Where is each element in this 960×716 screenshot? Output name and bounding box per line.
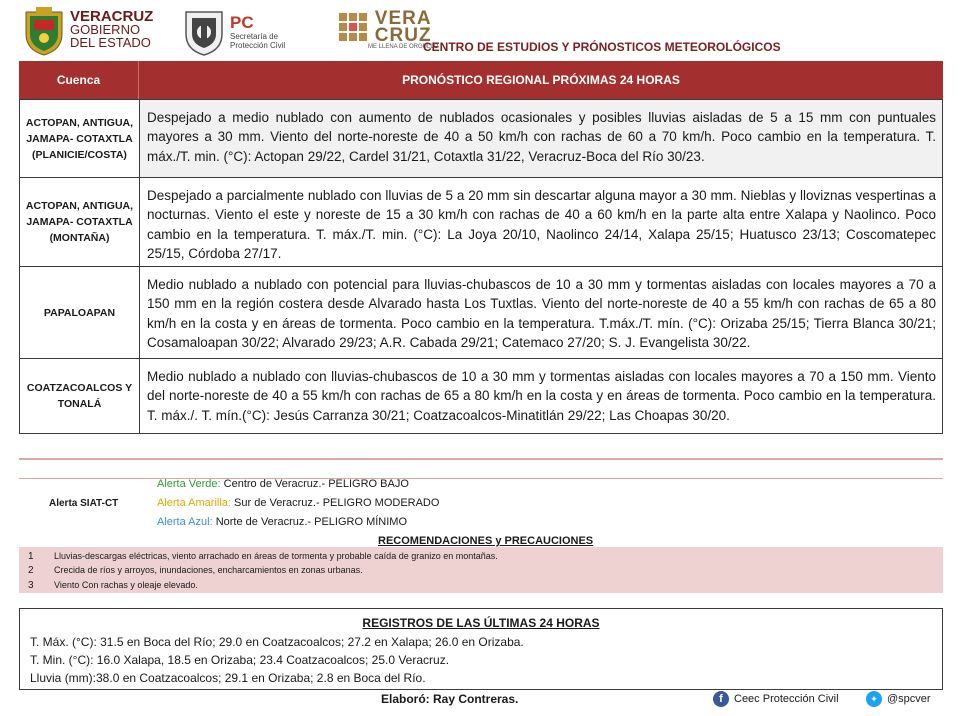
alert-text: Norte de Veracruz.- PELIGRO MÍNIMO [212,516,408,528]
alert-level: Alerta Azul: [157,516,213,528]
author-credit: Elaboró: Ray Contreras. [381,692,519,706]
facebook-handle: Ceec Protección Civil [734,693,839,705]
proteccion-civil-wordmark: PC Secretaría de Protección Civil [230,13,286,50]
alert-label: Alerta SIAT-CT [49,498,119,509]
forecast-cell: Despejado a parcialmente nublado con lluvias de 5 a 20 mm sin descartar alguna mayor a 30 mm. Nieblas y lloviznas vespertinas a nocturnas. Viento el este y noreste de 15 a 30 km/h con rachas de 40 a 60 km/h en la parte alta entre Xalapa y Naolinco. Poco cambio en la temperatura. T. máx./T. min. (°C): La Joya 20/10, Naolinco 24/14, Xalapa 25/15; Huatusco 23/13; Coscomatepec 25/15, Córdoba 27/17. [147,188,936,262]
table-row [19,267,943,359]
facebook-icon: f [713,691,729,707]
alert-level: Alerta Amarilla: [157,497,231,509]
alert-text: Sur de Veracruz.- PELIGRO MODERADO [230,497,440,509]
forecast-table-header [19,61,943,99]
item-text: Crecida de ríos y arroyos, inundaciones, encharcamientos en zonas urbanas. [54,565,363,575]
forecast-cell: Despejado a medio nublado con aumento de nublados ocasionales y posibles lluvias aisladas de 5 a 15 mm con puntuales mayores a 30 mm. Viento del norte-noreste de 40 a 50 km/h con rachas de 60 a 70 km/h. Poco cambio en la temperatura. T. máx./T. min. (°C): Actopan 29/22, Cardel 31/21, Cotaxtla 31/22, Veracruz-Boca del Río 30/23. [140,100,942,177]
item-text: Lluvias-descargas eléctricas, viento arrachado en áreas de tormenta y probable caída de granizo en montañas. [54,551,498,561]
records-title: REGISTROS DE LAS ÚLTIMAS 24 HORAS [362,616,600,630]
veracruz-orgullo-pattern-logo [336,10,370,44]
twitter-handle: @spcver [887,693,931,705]
table-row [19,178,943,267]
alert-level: Alerta Verde: [157,478,221,490]
divider [19,458,943,460]
forecast-cell: Medio nublado a nublado con lluvias-chubascos de 10 a 30 mm y tormentas aisladas con locales mayores a 70 a 150 mm. Viento del norte-noreste de 40 a 55 km/h con rachas de 65 a 80 km/h en la costa y en áreas de tormenta. Poco cambio en la temperatura. T. máx./. T. mín.(°C): Jesús Carranza 30/21; Coatzacoalcos-Minatitlán 29/22; Las Choapas 30/20. [147,369,936,423]
twitter-icon: ✦ [866,691,882,707]
table-row [19,99,943,178]
col-header-cuenca: Cuenca [19,61,139,99]
proteccion-civil-shield-logo [182,8,226,56]
col-header-forecast: PRONÓSTICO REGIONAL PRÓXIMAS 24 HORAS [402,73,680,87]
cuenca-cell: ACTOPAN, ANTIGUA, JAMAPA- COTAXTLA (PLANICIE/COSTA) [20,100,140,177]
records-line: T. Máx. (°C): 31.5 en Boca del Río; 29.0 en Coatzacoalcos; 27.2 en Xalapa; 26.0 en Orizaba. [30,635,524,649]
records-line: Lluvia (mm):38.0 en Coatzacoalcos; 29.1 en Orizaba; 2.8 en Boca del Río. [30,671,426,685]
table-row [19,359,943,434]
center-title: CENTRO DE ESTUDIOS Y PRÓNOSTICOS METEOROLÓGICOS [423,40,781,54]
cuenca-cell: PAPALOAPAN [20,267,140,358]
records-line: T. Min. (°C): 16.0 Xalapa, 18.5 en Orizaba; 23.4 Coatzacoalcos; 25.0 Veracruz. [30,653,450,667]
facebook-link[interactable] [713,691,839,707]
item-number: 1 [28,551,34,562]
recommendations-title: RECOMENDACIONES y PRECAUCIONES [378,535,594,547]
veracruz-coat-of-arms-logo [22,6,66,56]
item-number: 2 [28,565,34,576]
records-box [19,608,943,690]
item-text: Viento Con rachas y oleaje elevado. [54,580,198,590]
alert-green [157,478,409,490]
twitter-link[interactable] [866,691,931,707]
item-number: 3 [28,580,34,591]
alert-yellow [157,497,439,509]
veracruz-government-wordmark: VERACRUZ GOBIERNO DEL ESTADO [70,8,154,50]
alert-text: Centro de Veracruz.- PELIGRO BAJO [220,478,409,490]
veracruz-orgullo-wordmark: VERA CRUZ ME LLENA DE ORGULLO [368,8,439,50]
forecast-table [19,61,943,434]
forecast-cell: Medio nublado a nublado con potencial para lluvias-chubascos de 10 a 30 mm y tormentas aisladas con locales mayores a 70 a 150 mm en la región costera desde Alvarado hasta Los Tuxtlas. Viento del norte-noreste de 40 a 55 km/h con rachas de 65 a 80 km/h en la costa y en áreas de tormenta. Poco cambio en la temperatura. T.máx./T. mín. (°C): Orizaba 25/15; Tierra Blanca 30/21; Cosamaloapan 30/22; Alvarado 29/23; A.R. Cabada 29/21; Catemaco 27/20; S. J. Evangelista 30/22. [147,277,936,351]
alert-blue [157,516,407,528]
cuenca-cell: ACTOPAN, ANTIGUA, JAMAPA- COTAXTLA (MONTAÑA) [20,178,140,266]
recommendations-box [19,547,943,593]
cuenca-cell: COATZACOALCOS Y TONALÁ [20,359,140,433]
header [0,0,960,60]
